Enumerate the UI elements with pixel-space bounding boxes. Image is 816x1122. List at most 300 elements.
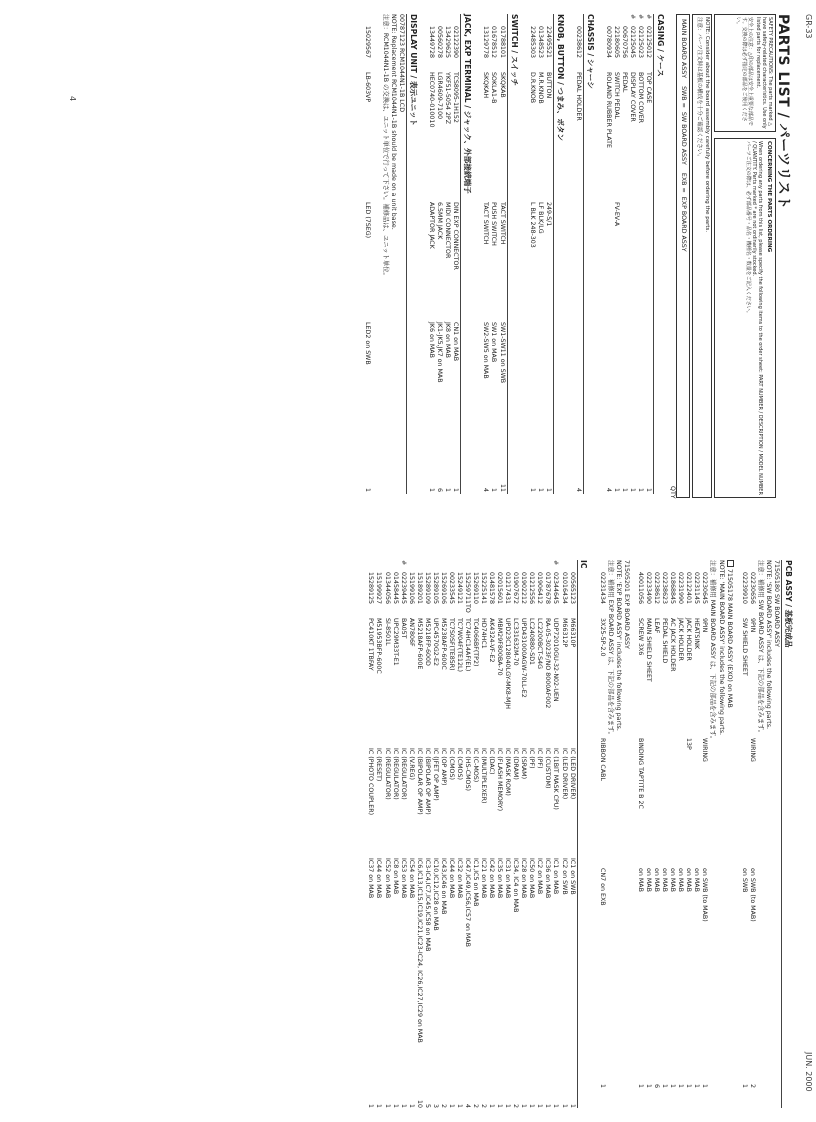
description: SOKLA1-B	[490, 72, 498, 104]
quantity: 1	[552, 1103, 560, 1108]
quantity: 1	[496, 1103, 504, 1108]
note	[676, 738, 684, 868]
table-row	[481, 14, 489, 492]
display-line-2: NOTE: Replacement RCM1044N1-1B should be made on a unit base.	[390, 14, 398, 230]
display-led-table	[363, 14, 371, 492]
table-row	[560, 560, 568, 1108]
quantity: 1	[520, 1103, 528, 1108]
part-number: 01348523	[536, 26, 544, 59]
quantity: 1	[407, 1103, 415, 1108]
mark	[382, 560, 390, 572]
reference: SW1 on MAB	[490, 322, 498, 363]
table-row	[415, 560, 423, 1108]
order-box	[714, 138, 776, 498]
part-number: 01788101	[498, 26, 506, 59]
note-bar-en: NOTE: Consider about the board assembly carefully before ordering the parts.	[704, 17, 710, 233]
note: IC (HS-CMOS)	[463, 748, 471, 791]
part-number: 02238612	[653, 572, 661, 605]
note: IC (LED DRIVER)	[560, 748, 568, 800]
part-number: 02239445	[399, 572, 407, 605]
ic-table	[366, 560, 575, 1108]
note: MIDI CONNECTOR	[444, 202, 452, 259]
mark	[527, 560, 535, 572]
table-row	[544, 14, 552, 492]
quantity: 1	[620, 487, 628, 492]
part-number: 02230656	[748, 572, 756, 605]
reference: on MAB	[636, 868, 644, 892]
table-row	[535, 560, 543, 1108]
part-number: 02233490	[645, 572, 653, 605]
part-number: 01787678	[544, 572, 552, 605]
part-number: 02239910	[740, 572, 748, 605]
note: IC (BIPOLAR OP AMP)	[415, 748, 423, 815]
quantity: 1	[598, 1083, 606, 1088]
description: M5218AFP-600E	[415, 618, 423, 670]
note: IC (C-MOS)	[472, 748, 480, 783]
part-number: 02231990	[677, 572, 685, 605]
qty-header: QTY	[669, 486, 676, 499]
table-row	[612, 14, 620, 492]
description: PC410KT 1TBFAY	[367, 618, 375, 671]
mark	[495, 560, 503, 572]
quantity: 1	[455, 1103, 463, 1108]
part-number: 01906412	[536, 572, 544, 605]
note: IC (DAC)	[488, 748, 496, 775]
note: IC (SRAM)	[520, 748, 528, 780]
table-row	[636, 14, 644, 492]
mark	[479, 560, 487, 572]
section-display: DISPLAY UNIT / 表示ユニット	[409, 14, 419, 127]
reference: IC35 on MAB	[496, 858, 504, 899]
section-pcb: PCB ASSY / 基板完成品	[784, 560, 793, 648]
description: MAIN SHIELD SHEET	[645, 618, 653, 682]
part-number: 01868845	[669, 572, 677, 605]
part-number: 01678512	[490, 26, 498, 59]
table-row	[427, 14, 435, 492]
description: YKF51-5054 2PZ	[444, 72, 452, 125]
description: SWITCH PEDAL	[612, 72, 620, 120]
description: PEDAL SHIELD	[661, 618, 669, 664]
note: TACT SWITCH	[482, 202, 490, 245]
mark	[423, 560, 431, 572]
description: LB-603VP	[363, 72, 371, 103]
note: IC (MULTIPLEXER)	[480, 748, 488, 804]
left-column	[363, 14, 666, 494]
mark	[519, 560, 527, 572]
quantity: 1	[444, 487, 452, 492]
part-number: 15259711TO	[463, 572, 471, 613]
description: M.R.KNOB	[536, 72, 544, 104]
description: BOTTOM COVER	[636, 72, 644, 124]
part-number: 15289109	[423, 572, 431, 605]
legend-box	[676, 14, 690, 498]
mark	[427, 14, 435, 26]
description: PEDAL HOLDER	[574, 72, 582, 121]
part-number: 00565123	[568, 572, 576, 605]
quantity: 4	[574, 487, 582, 492]
part-number: 15269110	[472, 572, 480, 605]
mark	[455, 560, 463, 572]
reference: IC3-IC4,IC7,IC45,IC58 on MAB	[423, 858, 431, 952]
reference: IC8 on MAB	[391, 858, 399, 895]
reference: JK6 on MAB	[428, 322, 436, 358]
description: BA05T	[399, 618, 407, 639]
table-row	[644, 14, 652, 492]
section-casing: CASING / ケース	[656, 14, 665, 77]
part-number: 02344645	[552, 572, 560, 605]
quantity: 1	[488, 1103, 496, 1108]
reference	[628, 322, 636, 478]
table-row	[528, 14, 536, 492]
mark: #	[552, 560, 560, 566]
reference: IC6,IC13,IC15,IC19,IC21,IC23-IC24, IC26,IC27,IC29 on MAB	[415, 858, 423, 1043]
mark	[660, 560, 668, 572]
mark	[740, 560, 748, 572]
quantity: 3	[431, 1103, 439, 1108]
table-row	[598, 560, 606, 1088]
description: LGR4609-7100	[436, 72, 444, 120]
switch-table	[481, 14, 505, 492]
part-number: 15289125	[367, 572, 375, 605]
quantity: 2	[480, 1103, 488, 1108]
part-number: 02125023	[636, 26, 644, 59]
note: IC (REGULATOR)	[399, 748, 407, 800]
main-assy-line	[725, 560, 734, 1108]
part-number: 02238623	[661, 572, 669, 605]
part-number: 00670756	[620, 26, 628, 59]
reference: IC2 on MAB	[536, 858, 544, 895]
description: D.R.KNOB	[528, 72, 536, 104]
note: IC (CUSTOM)	[544, 748, 552, 789]
quantity: 1	[544, 487, 552, 492]
part-number: 15189201	[415, 572, 423, 605]
description: RA-05-3023F/NO 8000AF002	[544, 618, 552, 709]
section-ic: IC	[578, 560, 588, 569]
description: BUTTON	[544, 72, 552, 99]
note: IC (PF)	[528, 748, 536, 769]
knob-table	[528, 14, 552, 492]
quantity: 1	[645, 487, 652, 492]
part-number: 02125012	[645, 26, 652, 59]
main-assy-table	[636, 560, 708, 1088]
section-jack: JACK, EXP TERMINAL / ジャック、外部接続端子	[463, 14, 473, 194]
legend-mab: MAIN BOARD ASSY	[680, 19, 687, 79]
part-number: 15029567	[363, 26, 371, 59]
sw-assy-note: NOTE: 'SW BOARD ASSY' includes the following parts.	[764, 560, 772, 729]
part-number: 15199927	[375, 572, 383, 605]
note	[692, 738, 700, 868]
note-bar-jp: 注意：パーツ注文時は基板の構成を十分ご確認ください。	[696, 17, 702, 160]
description: LC331632M-70	[512, 618, 520, 666]
note-bar	[692, 14, 712, 498]
mark	[497, 14, 505, 26]
description: UPC29M33T-E1	[391, 618, 399, 666]
note: TACT SWITCH	[498, 202, 506, 245]
quantity: 5	[423, 1103, 431, 1108]
note: IC (DRAM)	[512, 748, 520, 780]
part-number: 13429625	[444, 26, 452, 59]
table-row	[700, 560, 708, 1088]
description: AK4324-VF-E2	[488, 618, 496, 663]
part-number: 02015601	[496, 572, 504, 605]
note	[668, 738, 676, 868]
note: IC (CMOS)	[447, 748, 455, 780]
quantity: 1	[568, 1103, 576, 1108]
section-chassis: CHASSIS / シャーシ	[585, 14, 595, 89]
table-row	[366, 560, 374, 1108]
mark	[439, 560, 447, 572]
part-number: 01344056	[383, 572, 391, 605]
description: AC JACK HOLDER	[669, 618, 677, 672]
legend-swb: SWB	[680, 86, 687, 101]
description: SW SHIELD SHEET	[740, 618, 748, 676]
note	[574, 202, 582, 322]
note	[644, 202, 652, 322]
quantity: 4	[482, 487, 490, 492]
mark	[684, 560, 692, 572]
note: IC (REGULATOR)	[383, 748, 391, 800]
part-number: 02125045	[628, 26, 636, 59]
table-row	[382, 560, 390, 1108]
part-number: 01902212	[520, 572, 528, 605]
reference: on SWB (to MAB)	[748, 868, 756, 922]
note: 6.5MM JACK	[436, 202, 444, 240]
section-switch: SWITCH / スイッチ	[509, 14, 519, 86]
note: IC (BIPOLAR OP AMP)	[423, 748, 431, 815]
table-row	[479, 560, 487, 1108]
reference: LED2 on SWB	[363, 322, 371, 365]
mark	[544, 14, 552, 26]
part-number: 01212556	[528, 572, 536, 605]
reference: IC1,IC5 on MAB	[472, 858, 480, 907]
exp-assy-note: NOTE: 'EXP BOARD ASSY' includes the following parts.	[614, 560, 622, 731]
reference: on MAB	[677, 868, 685, 892]
note: IC (V.REG)	[407, 748, 415, 780]
part-number: 00560278	[436, 26, 444, 59]
table-row	[443, 14, 451, 492]
note: IC (OP AMP)	[439, 748, 447, 786]
quantity: 1	[740, 1083, 748, 1088]
reference: IC52 on MAB	[383, 858, 391, 899]
mark	[620, 14, 628, 26]
quantity: 1	[612, 487, 620, 492]
part-number: 00780934	[604, 26, 612, 59]
description: ROLAND RUBBER PLATE	[604, 72, 612, 148]
mark	[503, 560, 511, 572]
quantity: 1	[528, 487, 536, 492]
display-line-3: 注意：RCM1044N1-1B の交換は、ユニット単位で行って下さい。補修品は、ユニット単位。	[382, 14, 390, 279]
description: TC7W04F(TE12L)	[455, 618, 463, 672]
description: HEATSINK	[693, 618, 701, 650]
note: 249-S/1	[544, 202, 552, 227]
page-title: PARTS LIST / パーツリスト	[775, 14, 791, 210]
table-row	[551, 560, 559, 1108]
description: LC2200BCT-S4G	[536, 618, 544, 669]
description: 9PIN	[748, 618, 756, 633]
reference: CN1 on MAB	[452, 322, 460, 362]
mark	[487, 560, 495, 572]
exp-assy-line: 71505201 EXP BOARD ASSY	[622, 560, 630, 649]
quantity: 1	[528, 1103, 536, 1108]
table-row	[604, 14, 612, 492]
reference: IC2 on SWB	[560, 858, 568, 895]
reference: IC53 on MAB	[399, 858, 407, 899]
note	[636, 202, 644, 322]
quantity: 1	[685, 1083, 693, 1088]
mark	[668, 560, 676, 572]
note	[660, 738, 668, 868]
description: TC7S0SF(TE85R)	[447, 618, 455, 671]
mark	[415, 560, 423, 572]
quantity: 1	[367, 1103, 375, 1108]
note	[652, 738, 660, 868]
note: IC (PHOTO COUPLER)	[367, 748, 375, 816]
description: M5218FP-600D	[423, 618, 431, 666]
reference: on MAB	[693, 868, 701, 892]
mark	[451, 14, 459, 26]
table-row	[471, 560, 479, 1108]
table-row	[692, 560, 700, 1088]
note: IC (RESET)	[375, 748, 383, 782]
note: ADAPTOR JACK	[428, 202, 436, 249]
description: TOP CASE	[645, 72, 652, 104]
sw-assy-table	[740, 560, 756, 1088]
quantity: 1	[363, 487, 371, 492]
quantity: 2	[512, 1103, 520, 1108]
reference: CN7 on EXB	[598, 868, 606, 906]
table-row	[407, 560, 415, 1108]
order-title: CONCERNING THE PARTS ORDERING	[766, 141, 772, 253]
part-number: 15269106	[439, 572, 447, 605]
table-row	[423, 560, 431, 1108]
table-row	[644, 560, 652, 1088]
description: M51953BFP-600C	[375, 618, 383, 674]
quantity: 1	[504, 1103, 512, 1108]
reference	[528, 322, 536, 478]
main-assy-note: NOTE: 'MAIN BOARD ASSY' includes the following parts.	[717, 560, 725, 736]
table-row	[574, 14, 582, 492]
quantity: 1	[661, 1083, 669, 1088]
table-row	[495, 560, 503, 1108]
reference: IC1 on SWB	[568, 858, 576, 895]
mark	[612, 14, 620, 26]
mark	[463, 560, 471, 572]
order-jp: パーツご注文の際は、必ず部品番号・品名・機種名・数量をご記入ください。	[744, 141, 751, 316]
note: FV-EV-A	[612, 202, 620, 227]
mark	[652, 560, 660, 572]
reference: IC37 on MAB	[367, 858, 375, 899]
table-row	[399, 560, 407, 1108]
table-row	[511, 560, 519, 1108]
quantity: 1	[693, 1083, 701, 1088]
mark	[560, 560, 568, 572]
description: HEC0740-010010	[428, 72, 436, 128]
reference: JK8 on MAB	[444, 322, 452, 358]
mark	[443, 14, 451, 26]
table-row	[620, 14, 628, 492]
part-number: 02122401	[685, 572, 693, 605]
reference: IC36 on MAB	[544, 858, 552, 899]
sw-assy-note-jp: 注意：補修用 SW BOARD ASSY は、下記の部品を含みます。	[756, 560, 764, 737]
mark	[636, 560, 644, 572]
description: DISPLAY COVER	[628, 72, 636, 122]
casing-table	[604, 14, 652, 492]
part-number: 01016434	[560, 572, 568, 605]
reference: IC44 on MAB	[375, 858, 383, 899]
description: HD74HC1	[480, 618, 488, 649]
mark	[536, 14, 544, 26]
quantity: 1	[383, 1103, 391, 1108]
note: IC (JFET OP AMP)	[431, 748, 439, 801]
safety-en: SAFETY PRECAUTIONS: The parts marked △ have safety-related characteristics. Use only listed parts for replacement.	[755, 17, 773, 129]
checkbox-icon	[727, 560, 734, 567]
reference: JK1-JK5,JK7 on MAB	[436, 322, 444, 383]
table-row	[431, 560, 439, 1108]
table-row	[543, 560, 551, 1108]
mark	[435, 14, 443, 26]
description: UPC4570G2-E2	[431, 618, 439, 666]
quantity: 10	[415, 1099, 423, 1108]
part-number: 13449728	[428, 26, 436, 59]
part-number: 02230645	[701, 572, 709, 605]
reference: on MAB	[685, 868, 693, 892]
note: DIN EXP CONNECTOR	[452, 202, 460, 270]
description: PEDAL	[620, 72, 628, 93]
note: 13P	[685, 738, 693, 750]
safety-box	[714, 14, 776, 132]
table-row	[435, 14, 443, 492]
legend-exb: EXB	[680, 172, 687, 186]
part-number: 13129778	[482, 26, 490, 59]
mark	[676, 560, 684, 572]
part-number: 40011056	[636, 572, 644, 605]
description: UPD431000AGW-70LL-E2	[520, 618, 528, 698]
quantity: 1	[636, 1083, 644, 1088]
table-row	[668, 560, 676, 1088]
part-number: 02122390	[452, 26, 460, 59]
quantity: 1	[536, 487, 544, 492]
reference: SW2-SW5 on MAB	[482, 322, 490, 379]
table-row	[628, 14, 636, 492]
note: LED (7SEG)	[363, 202, 371, 239]
quantity: 1	[636, 487, 644, 492]
part-number: 02231434	[598, 572, 606, 605]
table-row	[568, 560, 576, 1108]
mark: #	[636, 14, 644, 20]
reference: on MAB	[645, 868, 653, 892]
safety-jp: 安全上の注意：△印の部品は安全上重要な部品です。交換の際は必ず指定の部品をご使用ください。	[735, 17, 753, 126]
mark	[748, 560, 756, 572]
reference: on SWB (to MAB)	[701, 868, 709, 922]
section-knob: KNOB, BUTTON / つまみ、ボタン	[555, 14, 565, 141]
description: AN7806F	[407, 618, 415, 647]
description: LC240880-SD1	[528, 618, 536, 666]
note: RIBBON CABL	[598, 738, 606, 781]
table-row	[497, 14, 505, 492]
table-row	[463, 560, 471, 1108]
description: UPD23C128040LGY-MK8-MJH	[504, 618, 512, 710]
reference	[604, 322, 612, 478]
quantity: 1	[490, 487, 498, 492]
note: IC (1BIT MASK CPU)	[552, 748, 560, 810]
table-row	[636, 560, 644, 1088]
quantity: 2	[472, 1103, 480, 1108]
mark	[604, 14, 612, 26]
part-number: 01217431	[504, 572, 512, 605]
table-row	[740, 560, 748, 1088]
description: M66312P	[560, 618, 568, 648]
display-line-1: 00787123 RCM1044N1-1B LCD	[398, 14, 406, 113]
